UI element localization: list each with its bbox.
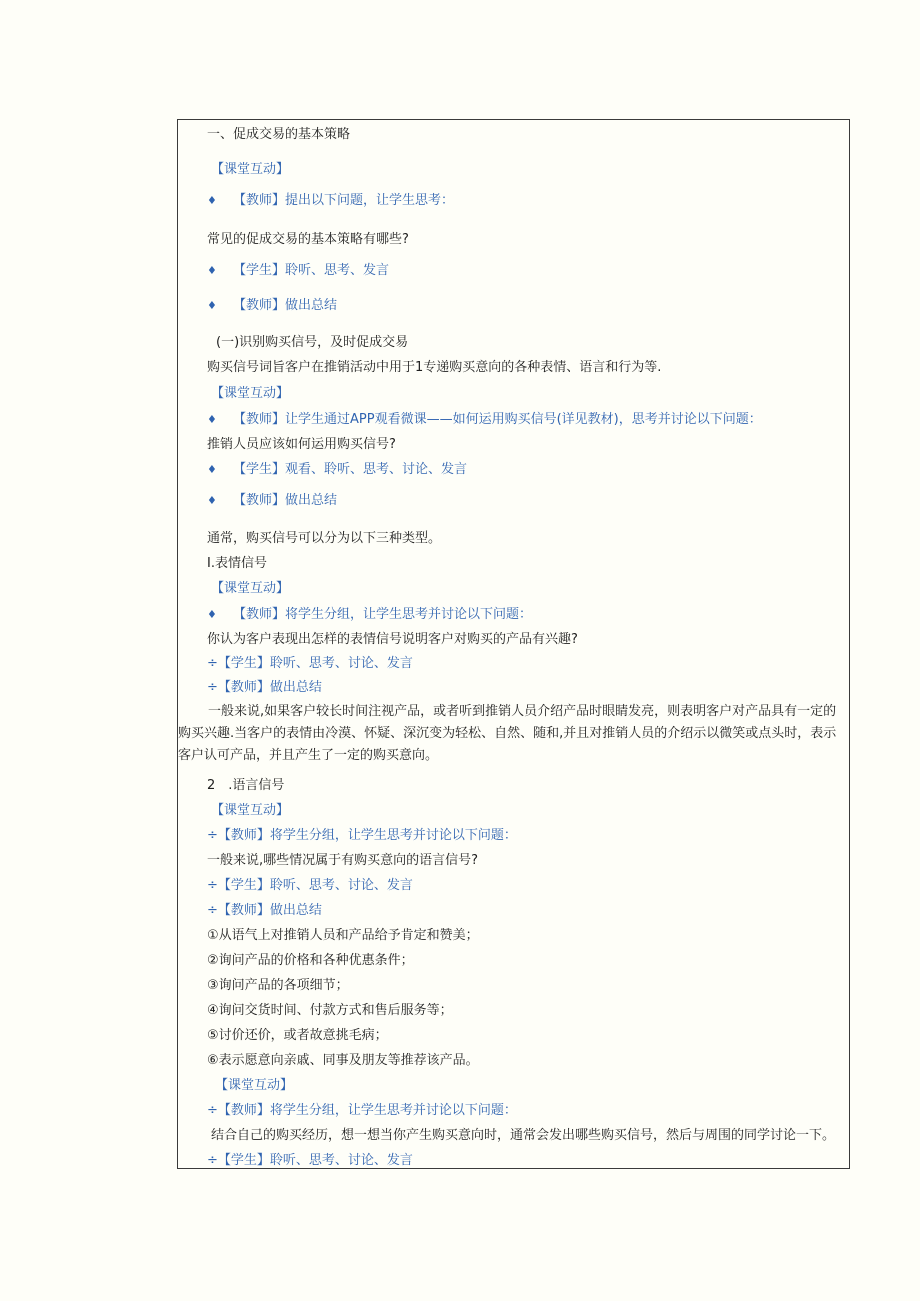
text-line: 结合自己的购买经历，想一想当你产生购买意向时，通常会发出哪些购买信号，然后与周围的同学讨论一下。 bbox=[211, 1128, 836, 1143]
text-line: ÷【教师】做出总结 bbox=[207, 680, 322, 695]
text-line: 【学生】观看、聆听、思考、讨论、发言 bbox=[233, 462, 468, 477]
text-line: 【教师】做出总结 bbox=[233, 298, 338, 313]
text-line: ④询问交货时间、付款方式和售后服务等； bbox=[207, 1003, 453, 1018]
bullet-diamond-icon: ♦ bbox=[207, 264, 217, 277]
text-line: ÷【学生】聆听、思考、讨论、发言 bbox=[207, 1153, 413, 1168]
text-line: 一、促成交易的基本策略 bbox=[207, 127, 351, 142]
bullet-diamond-icon: ♦ bbox=[207, 494, 217, 507]
bullet-diamond-icon: ♦ bbox=[207, 194, 217, 207]
text-line: I.表情信号 bbox=[207, 556, 267, 571]
text-line: 一般来说,哪些情况属于有购买意向的语言信号? bbox=[207, 853, 479, 868]
text-line: ÷【教师】将学生分组，让学生思考并讨论以下问题： bbox=[207, 828, 517, 843]
text-line: 常见的促成交易的基本策略有哪些? bbox=[207, 232, 409, 247]
text-line: 【课堂互动】 bbox=[211, 386, 290, 401]
text-line: ②询问产品的价格和各种优惠条件； bbox=[207, 953, 414, 968]
text-line: 购买信号词旨客户在推销活动中用于1专递购买意向的各种表情、语言和行为等. bbox=[207, 360, 662, 375]
text-line: (一)识别购买信号，及时促成交易 bbox=[216, 335, 409, 350]
text-line: 【教师】让学生通过APP观看微课——如何运用购买信号(详见教材)，思考并讨论以下问题： bbox=[233, 412, 762, 427]
text-line: ⑤讨价还价，或者故意挑毛病； bbox=[207, 1028, 388, 1043]
document-frame bbox=[177, 119, 850, 1169]
expression-signal-paragraph: 一般来说,如果客户较长时间注视产品，或者听到推销人员介绍产品时眼睛发亮，则表明客户对产品具有一定的购买兴趣.当客户的表情由冷漠、怀疑、深沉变为轻松、自然、随和,并且对推销人员的介绍示以微笑或点头时，表示客户认可产品，并且产生了一定的购买意向。 bbox=[178, 704, 837, 763]
bullet-diamond-icon: ♦ bbox=[207, 463, 217, 476]
text-line: ÷【教师】做出总结 bbox=[207, 903, 322, 918]
text-line: 【课堂互动】 bbox=[215, 1078, 294, 1093]
text-line: ③询问产品的各项细节； bbox=[207, 978, 349, 993]
bullet-diamond-icon: ♦ bbox=[207, 413, 217, 426]
text-line: 通常，购买信号可以分为以下三种类型。 bbox=[207, 531, 442, 546]
bullet-diamond-icon: ♦ bbox=[207, 299, 217, 312]
text-line: ÷【学生】聆听、思考、讨论、发言 bbox=[207, 656, 413, 671]
text-line: 【课堂互动】 bbox=[211, 581, 290, 596]
text-line: 【教师】将学生分组，让学生思考并讨论以下问题： bbox=[233, 607, 533, 622]
text-line: 【教师】做出总结 bbox=[233, 493, 338, 508]
text-line: ⑥表示愿意向亲戚、同事及朋友等推荐该产品。 bbox=[207, 1053, 479, 1068]
text-line: ÷【教师】将学生分组，让学生思考并讨论以下问题： bbox=[207, 1103, 517, 1118]
text-line: 【课堂互动】 bbox=[211, 162, 290, 177]
bullet-diamond-icon: ♦ bbox=[207, 608, 217, 621]
text-line: 你认为客户表现出怎样的表情信号说明客户对购买的产品有兴趣? bbox=[207, 632, 578, 647]
text-line: 推销人员应该如何运用购买信号? bbox=[207, 437, 396, 452]
text-line: 【课堂互动】 bbox=[211, 803, 290, 818]
text-line: ①从语气上对推销人员和产品给予肯定和赞美； bbox=[207, 928, 479, 943]
text-line: 【教师】提出以下问题，让学生思考： bbox=[233, 193, 455, 208]
text-line: 【学生】聆听、思考、发言 bbox=[233, 263, 390, 278]
text-line: ÷【学生】聆听、思考、讨论、发言 bbox=[207, 878, 413, 893]
text-line: 2 .语言信号 bbox=[207, 778, 285, 793]
